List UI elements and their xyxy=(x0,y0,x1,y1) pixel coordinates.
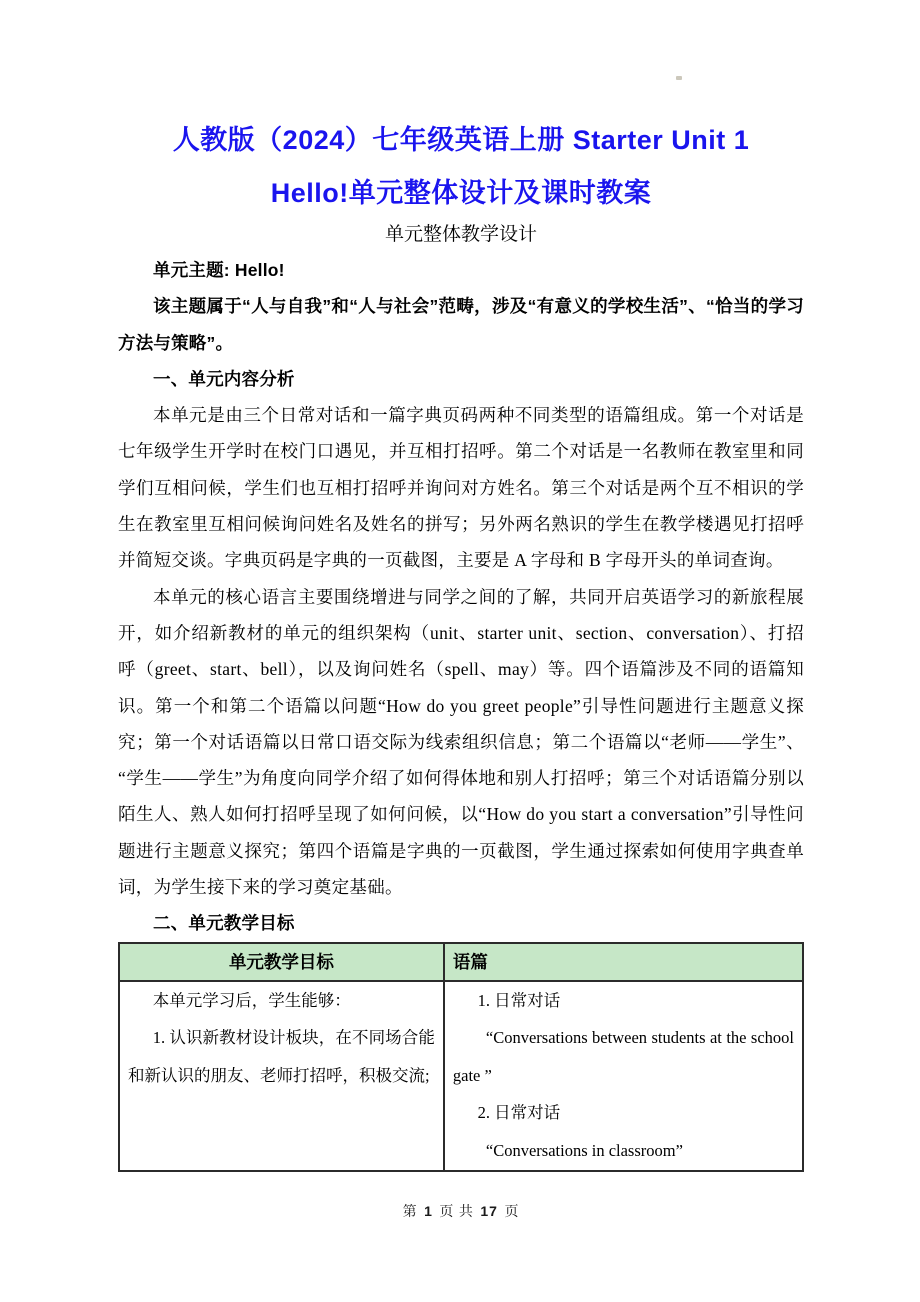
footer-total-pages: 17 xyxy=(480,1202,498,1219)
table-header-row xyxy=(119,943,803,981)
text-item-1-quote: “Conversations between students at the school gate ” xyxy=(452,1028,794,1085)
goals-cell xyxy=(119,981,444,1171)
goals-intro: 本单元学习后，学生能够： xyxy=(152,990,351,1010)
text-item-2-quote: “Conversations in classroom” xyxy=(485,1141,683,1161)
paragraph-core-language: 本单元的核心语言主要围绕增进与同学之间的了解，共同开启英语学习的新旅程展开，如介绍新教材的单元的组织架构（unit、starter unit、section、conversation）、打招呼（greet、start、bell），以及询问姓名（spell、may）等。四个语篇涉及不同的语篇知识。第一个和第二个语篇以问题“How do you greet people”引导性问题进行主题意义探究；第一个对话语篇以日常口语交际为线索组织信息；第二个语篇以“老师——学生”、“学生——学生”为角度向同学介绍了如何得体地和别人打招呼；第三个对话语篇分别以陌生人、熟人如何打招呼呈现了如何问候，以“How do you start a conversation”引导性问题进行主题意义探究；第四个语篇是字典的一页截图，学生通过探索如何使用字典查单词，为学生接下来的学习奠定基础。 xyxy=(118,586,804,898)
goals-item-1: 1. 认识新教材设计板块，在不同场合能和新认识的朋友、老师打招呼，积极交流; xyxy=(128,1028,435,1085)
footer-suffix: 页 xyxy=(504,1204,520,1220)
document-title-line-1: 人教版（2024）七年级英语上册 Starter Unit 1 xyxy=(172,125,750,155)
footer-current-page: 1 xyxy=(424,1202,433,1219)
table-header-goals: 单元教学目标 xyxy=(119,943,444,981)
table-body-row xyxy=(119,981,803,1171)
table-header-texts: 语篇 xyxy=(444,943,803,981)
page-footer xyxy=(118,1202,804,1222)
paragraph-unit-theme: 单元主题: Hello! xyxy=(153,260,285,280)
section-subtitle: 单元整体教学设计 xyxy=(384,224,537,245)
text-item-1-label: 1. 日常对话 xyxy=(477,990,561,1010)
texts-cell xyxy=(444,981,803,1171)
footer-mid: 页 共 xyxy=(439,1204,474,1220)
unit-goals-table xyxy=(118,942,804,1172)
document-title-line-2: Hello!单元整体设计及课时教案 xyxy=(270,178,652,208)
text-item-2-label: 2. 日常对话 xyxy=(477,1103,561,1123)
document-title xyxy=(118,114,804,220)
smudge-artifact xyxy=(676,76,682,80)
footer-prefix: 第 xyxy=(402,1204,418,1220)
paragraph-unit-composition: 本单元是由三个日常对话和一篇字典页码两种不同类型的语篇组成。第一个对话是七年级学生开学时在校门口遇见，并互相打招呼。第二个对话是一名教师在教室里和同学们互相问候，学生们也互相打招呼并询问对方姓名。第三个对话是两个互不相识的学生在教室里互相问候询问姓名及姓名的拼写；另外两名熟识的学生在教学楼遇见打招呼并简短交谈。字典页码是字典的一页截图，主要是 A 字母和 B 字母开头的单词查询。 xyxy=(118,405,804,571)
heading-unit-teaching-goals: 二、单元教学目标 xyxy=(153,913,295,934)
heading-unit-content-analysis: 一、单元内容分析 xyxy=(153,368,295,389)
paragraph-theme-category: 该主题属于“人与自我”和“人与社会”范畴，涉及“有意义的学校生活”、“恰当的学习方法与策略”。 xyxy=(118,296,804,353)
